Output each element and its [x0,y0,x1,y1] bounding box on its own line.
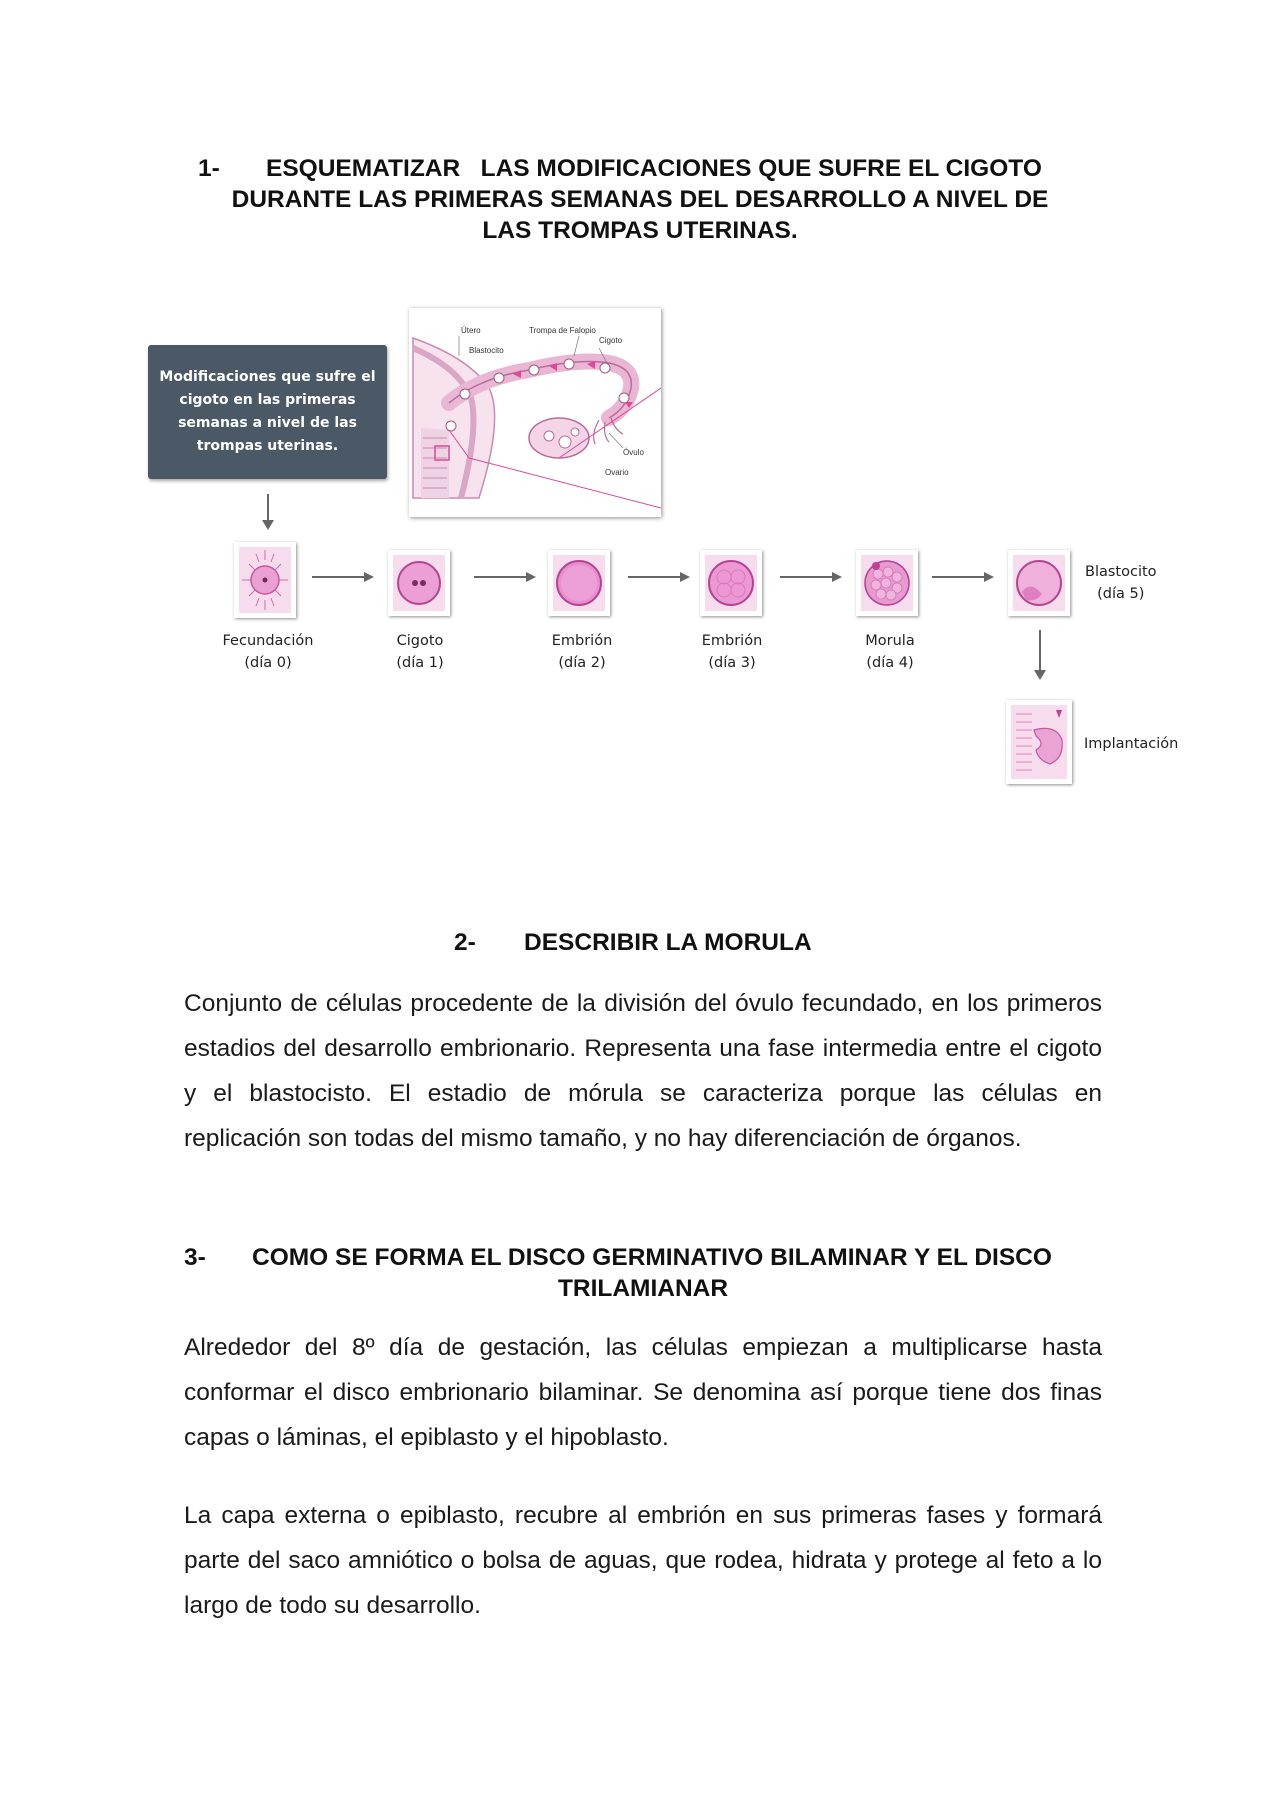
stage-morula-label [820,630,960,674]
section-3-paragraph-2: La capa externa o epiblasto, recubre al embrión en sus primeras fases y formará parte del saco amniótico o bolsa de aguas, que rodea, hidrata y protege al feto a lo largo de todo su desarrollo. [184,1502,1102,1619]
stage-day: (día 5) [1097,586,1145,602]
arrow-right-icon [474,570,536,584]
stage-embrion-3-image [700,550,762,616]
stage-fecundacion-label [198,630,338,674]
arrow-right-icon [628,570,690,584]
stage-cigoto-image [388,550,450,616]
stage-blastocito-image [1008,550,1070,616]
label-trompa: Trompa de Falopio [529,326,596,335]
arrow-right-icon [780,570,842,584]
label-utero: Útero [461,326,481,335]
stage-fecundacion-image [234,542,296,618]
label-cigoto: Cigoto [599,336,623,345]
stage-embrion-3-label [662,630,802,674]
stage-name: Blastocito [1085,564,1157,580]
stage-name: Cigoto [396,633,444,649]
section-3-number: 3- [184,1244,206,1271]
section-1-title-line-1: ESQUEMATIZAR LAS MODIFICACIONES QUE SUFRE EL CIGOTO [266,155,1042,182]
stage-embrion-2-image [548,550,610,616]
arrow-right-icon [932,570,994,584]
label-ovulo: Óvulo [623,448,644,457]
section-2-number: 2- [454,929,476,956]
stage-name: Embrión [551,633,613,649]
label-ovario: Ovario [605,468,629,477]
stage-day: (día 4) [866,655,914,671]
stage-cigoto-label [350,630,490,674]
section-1-title-line-3: LAS TROMPAS UTERINAS. [482,217,798,244]
section-3-title-line-2: TRILAMIANAR [557,1275,729,1302]
stage-name: Morula [865,633,915,649]
stage-day: (día 2) [558,655,606,671]
uterus-anatomy-illustration [409,308,661,517]
section-1-number: 1- [198,155,220,182]
section-1-title-line-2: DURANTE LAS PRIMERAS SEMANAS DEL DESARROLLO A NIVEL DE [231,186,1049,213]
stage-embrion-2-label [512,630,652,674]
arrow-down-icon [258,492,278,532]
arrow-right-icon [312,570,374,584]
section-3-title-line-1: COMO SE FORMA EL DISCO GERMINATIVO BILAMINAR Y EL DISCO [252,1244,1052,1271]
summary-box: Modificaciones que sufre el cigoto en las primeras semanas a nivel de las trompas uterinas. [148,345,387,479]
stage-implantacion-label: Implantación [1084,736,1179,752]
stage-day: (día 3) [708,655,756,671]
arrow-down-icon [1030,630,1050,682]
section-2-title: DESCRIBIR LA MORULA [524,929,812,956]
stage-blastocito-label [1085,561,1157,605]
stage-day: (día 1) [396,655,444,671]
stage-name: Embrión [701,633,763,649]
section-2-paragraph: Conjunto de células procedente de la división del óvulo fecundado, en los primeros estadios del desarrollo embrionario. Representa una fase intermedia entre el cigoto y el blastocisto. El estadio de mórula se caracteriza porque las células en replicación son todas del mismo tamaño, y no hay diferenciación de órganos. [184,990,1102,1152]
stage-day: (día 0) [244,655,292,671]
stage-name: Fecundación [222,633,314,649]
section-3-paragraph-1: Alrededor del 8º día de gestación, las células empiezan a multiplicarse hasta conformar el disco embrionario bilaminar. Se denomina así porque tiene dos finas capas o láminas, el epiblasto y el hipoblasto. [184,1334,1102,1451]
stage-implantacion-image [1006,700,1072,784]
stage-morula-image [856,550,918,616]
label-blastocito: Blastocito [469,346,504,355]
zygote-development-diagram [0,0,1280,800]
